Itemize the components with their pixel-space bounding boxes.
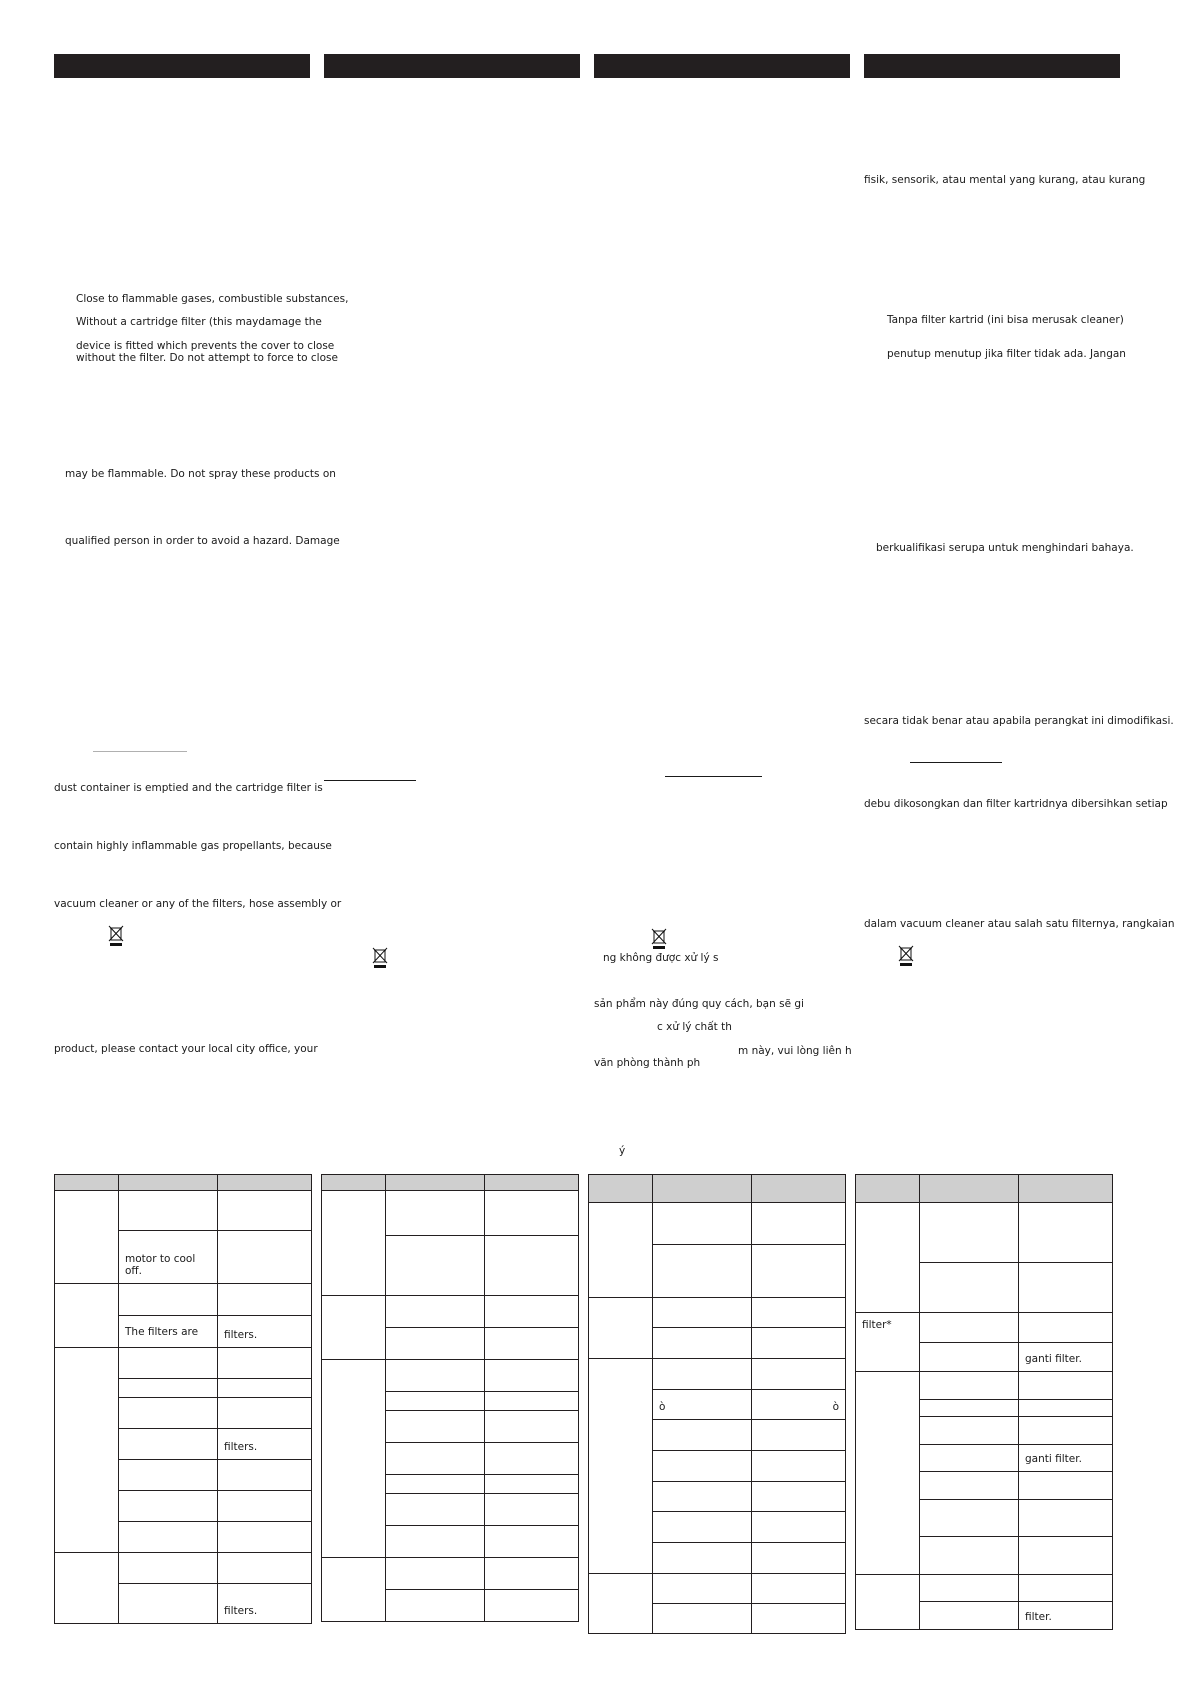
table-cell (218, 1379, 312, 1398)
table-cell (386, 1475, 485, 1494)
table-header-cell (752, 1175, 846, 1203)
text-line: dust container is emptied and the cartridge filter is (54, 782, 323, 794)
table-cell: filter. (1019, 1602, 1113, 1630)
table-cell: motor to cool off. (119, 1231, 218, 1284)
table-cell (485, 1296, 579, 1328)
table-cell (1019, 1575, 1113, 1602)
troubleshooting-table (588, 1174, 846, 1634)
table-cell (856, 1203, 920, 1313)
text-line: Close to flammable gases, combustible substances, (76, 293, 349, 305)
table-cell (752, 1328, 846, 1359)
text-line: c xử lý chất th (657, 1021, 732, 1033)
table-cell (752, 1604, 846, 1634)
table-cell (653, 1328, 752, 1359)
table-cell (920, 1343, 1019, 1372)
table-cell (386, 1494, 485, 1526)
text-line: m này, vui lòng liên h (738, 1045, 852, 1057)
table-cell (386, 1360, 485, 1392)
table-cell (920, 1263, 1019, 1313)
section-underline (665, 776, 762, 777)
troubleshooting-table (54, 1174, 312, 1624)
table-cell (653, 1245, 752, 1298)
table-cell (218, 1522, 312, 1553)
table-cell (589, 1298, 653, 1359)
table-cell (119, 1584, 218, 1624)
table-cell (55, 1553, 119, 1624)
table-cell (485, 1328, 579, 1360)
table-cell (485, 1236, 579, 1296)
table-cell (386, 1443, 485, 1475)
table-cell (653, 1604, 752, 1634)
table-cell (322, 1558, 386, 1622)
table-cell (653, 1482, 752, 1512)
text-line: ý (619, 1145, 626, 1157)
table-cell (752, 1420, 846, 1451)
table-cell (920, 1445, 1019, 1472)
table-cell (589, 1359, 653, 1574)
table-cell: ganti filter. (1019, 1343, 1113, 1372)
table-cell (752, 1451, 846, 1482)
table-cell (55, 1284, 119, 1348)
table-cell (653, 1420, 752, 1451)
table-cell (653, 1574, 752, 1604)
text-line: Tanpa filter kartrid (ini bisa merusak cleaner) (887, 314, 1124, 326)
table-cell (920, 1472, 1019, 1500)
text-line: debu dikosongkan dan filter kartridnya dibersihkan setiap (864, 798, 1168, 810)
text-line: contain highly inflammable gas propellants, because (54, 840, 332, 852)
table-cell (322, 1191, 386, 1296)
table-cell: ò (752, 1390, 846, 1420)
text-line: Without a cartridge filter (this maydamage the (76, 316, 322, 328)
table-cell (485, 1526, 579, 1558)
table-cell (386, 1526, 485, 1558)
text-line: secara tidak benar atau apabila perangkat ini dimodifikasi. (864, 715, 1174, 727)
table-cell (386, 1328, 485, 1360)
table-header-cell (119, 1175, 218, 1191)
table-cell (218, 1491, 312, 1522)
table-cell (386, 1411, 485, 1443)
table-cell: ò (653, 1390, 752, 1420)
table-cell (485, 1392, 579, 1411)
table-cell (653, 1543, 752, 1574)
table-cell (920, 1537, 1019, 1575)
table-cell (752, 1512, 846, 1543)
table-cell (653, 1512, 752, 1543)
table-cell: filters. (218, 1584, 312, 1624)
text-line: may be flammable. Do not spray these products on (65, 468, 336, 480)
table-cell (119, 1553, 218, 1584)
table-header-cell (485, 1175, 579, 1191)
table-cell (218, 1460, 312, 1491)
table-cell (386, 1590, 485, 1622)
table-cell (1019, 1203, 1113, 1263)
table-cell (322, 1360, 386, 1558)
table-cell: filter* (856, 1313, 920, 1372)
table-cell: The filters are (119, 1316, 218, 1348)
table-cell (920, 1417, 1019, 1445)
text-line: penutup menutup jika filter tidak ada. Jangan (887, 348, 1126, 360)
table-cell: filters. (218, 1429, 312, 1460)
table-cell (386, 1191, 485, 1236)
table-cell (386, 1236, 485, 1296)
table-header-cell (856, 1175, 920, 1203)
column-header-bar-3 (594, 54, 850, 78)
text-line: berkualifikasi serupa untuk menghindari bahaya. (876, 542, 1134, 554)
table-header-cell (55, 1175, 119, 1191)
text-line: device is fitted which prevents the cover to close (76, 340, 335, 352)
table-cell (386, 1558, 485, 1590)
table-cell (653, 1359, 752, 1390)
table-cell (1019, 1472, 1113, 1500)
section-underline (324, 780, 416, 781)
table-cell (218, 1398, 312, 1429)
table-cell (1019, 1417, 1113, 1445)
table-header-cell (322, 1175, 386, 1191)
table-cell (752, 1245, 846, 1298)
table-cell (218, 1284, 312, 1316)
weee-crossed-bin-icon (372, 947, 388, 969)
text-line: product, please contact your local city office, your (54, 1043, 318, 1055)
table-cell (856, 1372, 920, 1575)
text-line: without the filter. Do not attempt to force to close (76, 352, 338, 364)
text-line: sản phẩm này đúng quy cách, bạn sẽ gi (594, 998, 804, 1010)
table-cell (1019, 1313, 1113, 1343)
table-header-cell (920, 1175, 1019, 1203)
column-header-bar-1 (54, 54, 310, 78)
table-cell (1019, 1400, 1113, 1417)
table-cell (920, 1313, 1019, 1343)
table-cell (386, 1296, 485, 1328)
table-cell (752, 1203, 846, 1245)
section-underline (93, 751, 187, 752)
table-cell (920, 1372, 1019, 1400)
table-cell: filters. (218, 1316, 312, 1348)
table-cell (386, 1392, 485, 1411)
table-cell (119, 1284, 218, 1316)
table-cell (218, 1191, 312, 1231)
table-cell (752, 1543, 846, 1574)
table-cell (1019, 1537, 1113, 1575)
table-cell (218, 1231, 312, 1284)
table-cell (920, 1500, 1019, 1537)
table-header-cell (653, 1175, 752, 1203)
table-cell (119, 1460, 218, 1491)
table-cell (1019, 1500, 1113, 1537)
table-cell (119, 1398, 218, 1429)
text-line: dalam vacuum cleaner atau salah satu filternya, rangkaian (864, 918, 1175, 930)
table-cell (485, 1443, 579, 1475)
weee-crossed-bin-icon (108, 925, 124, 947)
table-cell (485, 1411, 579, 1443)
table-cell (920, 1203, 1019, 1263)
table-cell (485, 1558, 579, 1590)
table-cell (55, 1191, 119, 1284)
column-header-bar-2 (324, 54, 580, 78)
table-cell (856, 1575, 920, 1630)
table-cell (485, 1191, 579, 1236)
table-cell (485, 1494, 579, 1526)
table-cell (653, 1451, 752, 1482)
weee-crossed-bin-icon (898, 945, 914, 967)
table-header-cell (386, 1175, 485, 1191)
table-cell (1019, 1263, 1113, 1313)
table-cell (920, 1602, 1019, 1630)
troubleshooting-table (855, 1174, 1113, 1630)
table-cell (653, 1203, 752, 1245)
table-cell (752, 1298, 846, 1328)
text-line: qualified person in order to avoid a hazard. Damage (65, 535, 340, 547)
table-cell (218, 1553, 312, 1584)
weee-crossed-bin-icon (651, 928, 667, 950)
table-cell (752, 1359, 846, 1390)
table-cell (920, 1575, 1019, 1602)
table-cell (485, 1475, 579, 1494)
table-cell (119, 1491, 218, 1522)
table-cell (485, 1590, 579, 1622)
table-cell (119, 1429, 218, 1460)
text-line: ng không được xử lý s (603, 952, 719, 964)
table-header-cell (1019, 1175, 1113, 1203)
section-underline (910, 762, 1002, 763)
troubleshooting-table (321, 1174, 579, 1622)
table-cell (322, 1296, 386, 1360)
table-cell: ganti filter. (1019, 1445, 1113, 1472)
table-cell (218, 1348, 312, 1379)
column-header-bar-4 (864, 54, 1120, 78)
table-header-cell (589, 1175, 653, 1203)
table-cell (752, 1574, 846, 1604)
table-cell (119, 1522, 218, 1553)
table-cell (119, 1191, 218, 1231)
table-cell (119, 1348, 218, 1379)
table-cell (653, 1298, 752, 1328)
table-header-cell (218, 1175, 312, 1191)
table-cell (485, 1360, 579, 1392)
text-line: fisik, sensorik, atau mental yang kurang, atau kurang (864, 174, 1146, 186)
text-line: văn phòng thành ph (594, 1057, 701, 1069)
table-cell (589, 1574, 653, 1634)
table-cell (752, 1482, 846, 1512)
table-cell (55, 1348, 119, 1553)
table-cell (1019, 1372, 1113, 1400)
text-line: vacuum cleaner or any of the filters, hose assembly or (54, 898, 342, 910)
table-cell (920, 1400, 1019, 1417)
table-cell (589, 1203, 653, 1298)
table-cell (119, 1379, 218, 1398)
